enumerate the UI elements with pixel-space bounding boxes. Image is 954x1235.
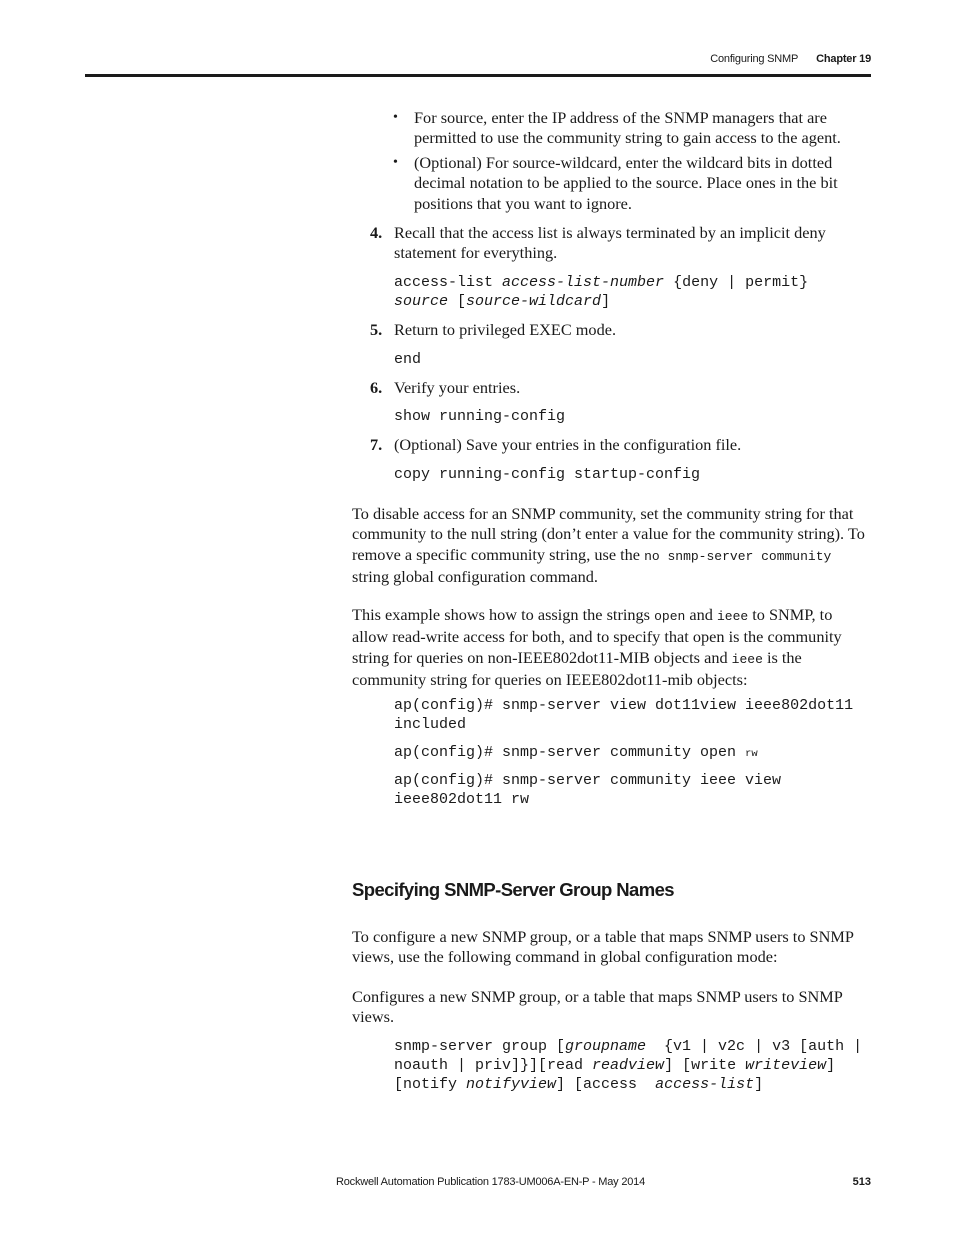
step-number: 6. [370,378,383,397]
footer-publication: Rockwell Automation Publication 1783-UM006A-EN-P - May 2014 [336,1176,645,1188]
step-number: 4. [370,223,383,242]
example-code-line-3: ap(config)# snmp-server community ieee view ieee802dot11 rw [394,772,782,808]
step-6-text: Verify your entries. [394,378,521,397]
step-5-code: end [394,351,422,368]
step-4-code: access-list access-list-number {deny | permit} source [source-wildcard] [394,274,809,310]
step-5-text: Return to privileged EXEC mode. [394,320,617,339]
step-number: 7. [370,435,383,454]
header-rule [85,74,871,77]
step-7-code: copy running-config startup-config [394,466,701,483]
group-command-code: snmp-server group [groupname {v1 | v2c | v3 [auth | noauth | priv]}][read readview] [write writeview] [notify notifyview] [access access-list] [394,1038,863,1093]
bullet-source-wildcard: (Optional) For source-wildcard, enter the wildcard bits in dotted decimal notation to be applied to the source. Place ones in the bit positions that you want to ignore. [414,153,838,213]
header-chapter: Chapter 19 [816,53,871,65]
step-6-code: show running-config [394,408,566,425]
step-7-text: (Optional) Save your entries in the configuration file. [394,435,742,454]
example-code-line-2: ap(config)# snmp-server community open rw [394,744,758,761]
paragraph-group-desc: Configures a new SNMP group, or a table that maps SNMP users to SNMP views. [352,987,843,1027]
step-4-text: Recall that the access list is always terminated by an implicit deny statement for everything. [394,223,826,263]
bullet-marker: • [393,110,398,125]
paragraph-example: This example shows how to assign the strings open and ieee to SNMP, to allow read-write access for both, and to specify that open is the community string for queries on non-IEEE802dot11-MIB objects and ieee is the community string for queries on IEEE802dot11-mib objects: [352,605,842,690]
paragraph-disable-access: To disable access for an SNMP community, set the community string for that community to the null string (don’t enter a value for the community string). To remove a specific community string, use the no snmp-server community string global configuration command. [352,504,865,587]
bullet-marker: • [393,155,398,170]
step-number: 5. [370,320,383,339]
paragraph-group-intro: To configure a new SNMP group, or a table that maps SNMP users to SNMP views, use the following command in global configuration mode: [352,927,854,967]
bullet-source: For source, enter the IP address of the SNMP managers that are permitted to use the community string to gain access to the agent. [414,108,841,148]
page-number: 513 [852,1176,871,1188]
running-header [710,53,871,65]
section-heading: Specifying SNMP-Server Group Names [352,879,674,900]
example-code-line-1: ap(config)# snmp-server view dot11view ieee802dot11 included [394,697,854,733]
header-section-title: Configuring SNMP [710,53,799,65]
